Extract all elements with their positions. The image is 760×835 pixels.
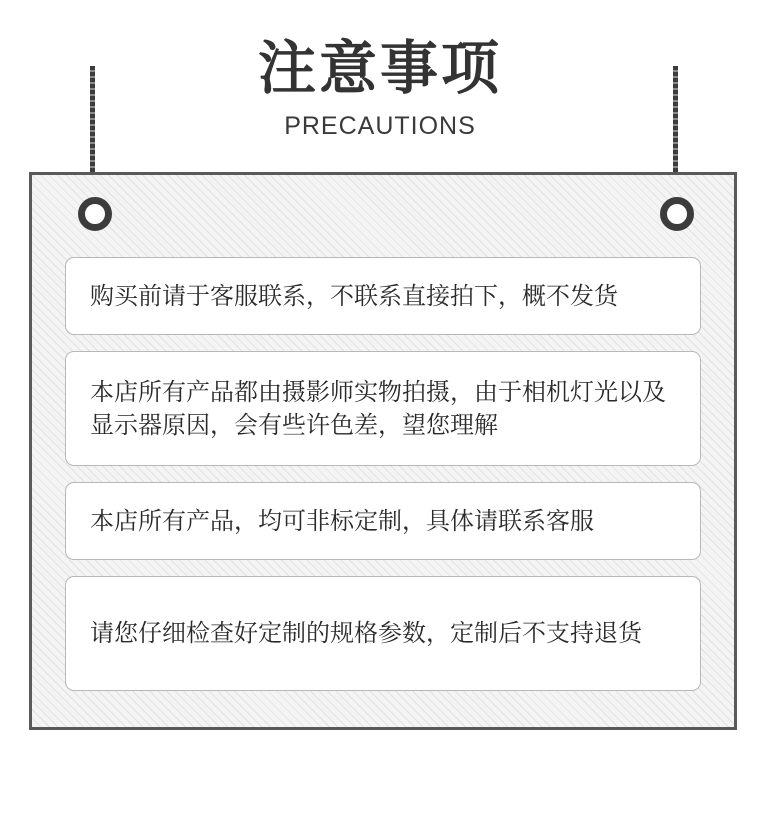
notice-text-2: 本店所有产品都由摄影师实物拍摄，由于相机灯光以及显示器原因，会有些许色差，望您理解 (90, 377, 666, 439)
notice-text-3: 本店所有产品，均可非标定制，具体请联系客服 (90, 506, 594, 535)
hanging-ring-left-icon (78, 197, 112, 231)
notice-text-4: 请您仔细检查好定制的规格参数，定制后不支持退货 (90, 619, 642, 647)
page-title: 注意事项 (257, 34, 502, 102)
notice-card-2 (65, 351, 701, 466)
hanging-ring-right-icon (660, 197, 694, 231)
notice-card-4 (65, 576, 701, 691)
page-subtitle: PRECAUTIONS (284, 112, 476, 140)
notice-card-1 (65, 257, 701, 335)
notice-text-1: 购买前请于客服联系，不联系直接拍下，概不发货 (90, 281, 618, 310)
notice-card-3 (65, 482, 701, 560)
